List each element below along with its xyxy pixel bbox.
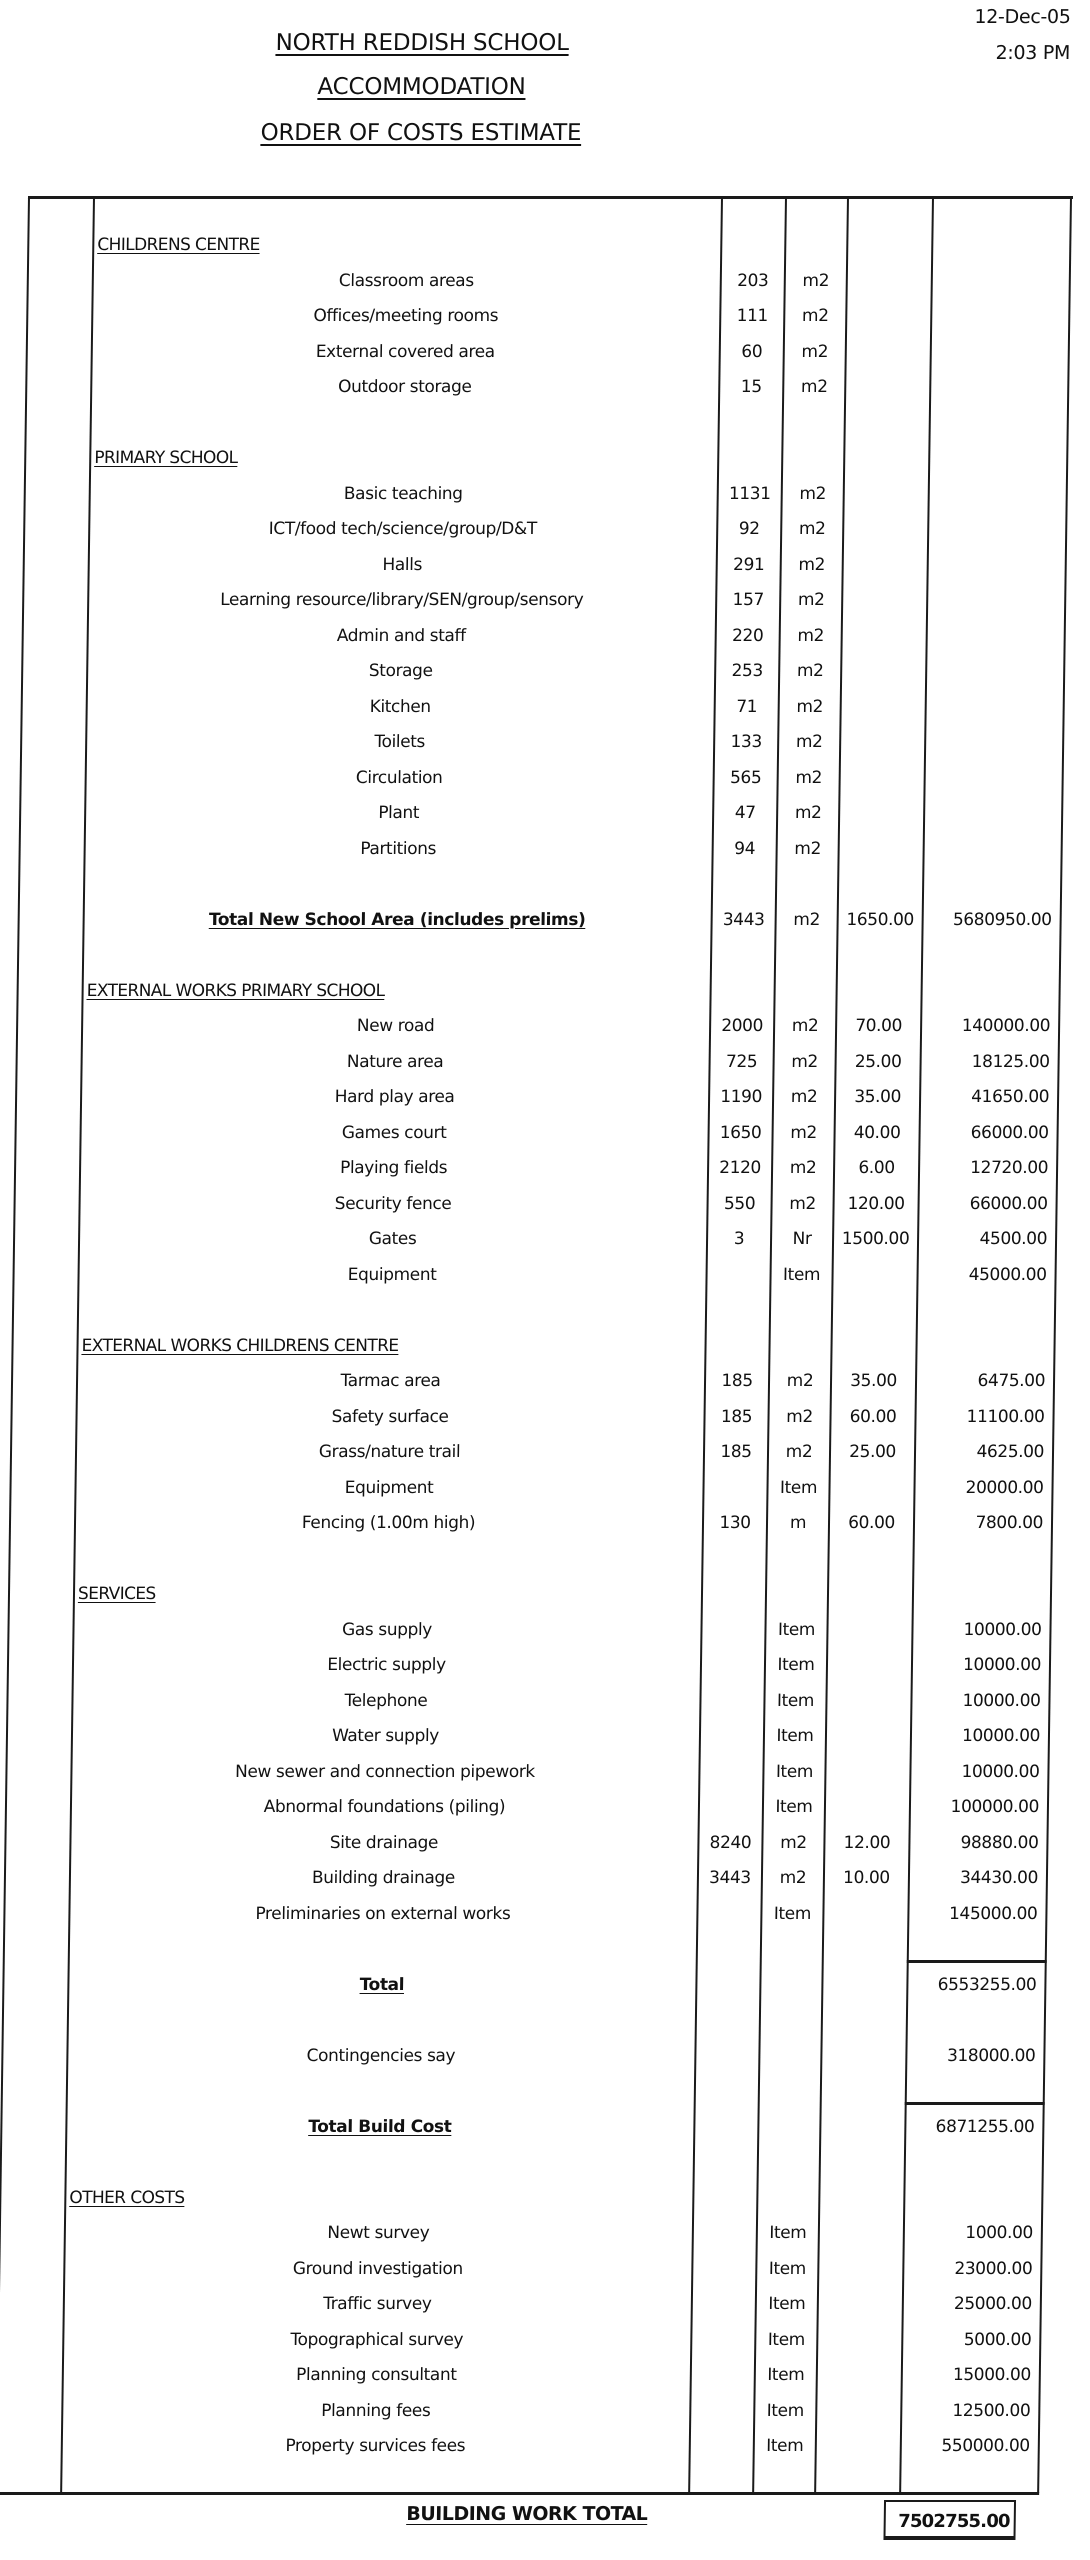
item-description: Topographical survey bbox=[290, 2329, 464, 2350]
section-header-row bbox=[0, 443, 1086, 473]
quantity-cell: 1190 bbox=[720, 1087, 763, 1107]
table-row bbox=[0, 2289, 1060, 2319]
quantity-cell: 15 bbox=[740, 377, 762, 397]
quantity-cell: 60 bbox=[741, 341, 763, 362]
item-description: Gates bbox=[368, 1229, 417, 1249]
rate-cell: 40.00 bbox=[853, 1122, 901, 1143]
table-row bbox=[0, 1615, 1070, 1645]
amount-cell: 12500.00 bbox=[952, 2400, 1031, 2421]
quantity-cell: 157 bbox=[732, 590, 765, 610]
item-description: Planning fees bbox=[321, 2400, 431, 2421]
table-row bbox=[0, 301, 1089, 331]
unit-cell: Item bbox=[777, 1655, 815, 1675]
section-title: EXTERNAL WORKS CHILDRENS CENTRE bbox=[81, 1335, 399, 1356]
unit-cell: m2 bbox=[786, 1371, 814, 1391]
unit-cell: m2 bbox=[802, 270, 830, 291]
rate-cell: 25.00 bbox=[849, 1442, 897, 1462]
unit-cell: m2 bbox=[798, 554, 826, 575]
table-row bbox=[0, 798, 1081, 828]
unit-cell: Item bbox=[766, 2400, 805, 2421]
table-row bbox=[0, 372, 1087, 402]
section-title: SERVICES bbox=[77, 1584, 156, 1604]
table-row bbox=[0, 621, 1084, 651]
unit-cell: m2 bbox=[789, 1193, 817, 1214]
amount-cell: 10000.00 bbox=[961, 1761, 1040, 1782]
unit-cell: m2 bbox=[797, 625, 825, 646]
print-time: 2:03 PM bbox=[995, 42, 1071, 64]
quantity-cell: 2120 bbox=[719, 1158, 762, 1178]
table-row bbox=[0, 2041, 1064, 2071]
amount-cell: 6871255.00 bbox=[935, 2116, 1035, 2137]
amount-cell: 140000.00 bbox=[961, 1016, 1051, 1036]
amount-cell: 7800.00 bbox=[975, 1513, 1044, 1533]
item-description: Offices/meeting rooms bbox=[313, 306, 499, 326]
rate-cell: 6.00 bbox=[858, 1158, 895, 1178]
unit-cell: Item bbox=[782, 1264, 821, 1285]
table-row bbox=[0, 1686, 1069, 1716]
item-description: Electric supply bbox=[327, 1655, 446, 1675]
section-title: CHILDRENS CENTRE bbox=[97, 235, 260, 255]
quantity-cell: 1650 bbox=[719, 1122, 762, 1143]
print-date: 12-Dec-05 bbox=[974, 6, 1071, 28]
amount-cell: 10000.00 bbox=[961, 1726, 1041, 1746]
quantity-cell: 94 bbox=[734, 838, 756, 859]
quantity-cell: 253 bbox=[731, 661, 763, 681]
total-label: Total New School Area (includes prelims) bbox=[208, 909, 586, 930]
amount-cell: 11100.00 bbox=[966, 1406, 1045, 1427]
table-row bbox=[0, 1260, 1075, 1290]
amount-cell: 100000.00 bbox=[950, 1797, 1040, 1817]
unit-cell: m2 bbox=[785, 1442, 813, 1462]
unit-cell: m2 bbox=[790, 1122, 818, 1143]
amount-cell: 25000.00 bbox=[953, 2294, 1032, 2314]
table-row bbox=[0, 834, 1081, 864]
table-row bbox=[0, 1508, 1071, 1538]
table-row bbox=[0, 1402, 1073, 1432]
item-description: Admin and staff bbox=[336, 625, 466, 646]
unit-cell: m2 bbox=[794, 803, 822, 823]
item-description: Ground investigation bbox=[292, 2258, 463, 2279]
unit-cell: m2 bbox=[794, 838, 822, 859]
title-estimate-text: ORDER OF COSTS ESTIMATE bbox=[260, 120, 582, 146]
table-row bbox=[0, 337, 1088, 367]
rate-cell: 12.00 bbox=[843, 1832, 891, 1853]
quantity-cell: 133 bbox=[730, 732, 762, 752]
table-row bbox=[0, 1792, 1067, 1822]
amount-cell: 4625.00 bbox=[976, 1442, 1045, 1462]
table-top-border bbox=[28, 196, 1073, 199]
amount-cell: 10000.00 bbox=[962, 1655, 1042, 1675]
amount-cell: 145000.00 bbox=[948, 1903, 1038, 1924]
item-description: Contingencies say bbox=[306, 2045, 456, 2066]
quantity-cell: 71 bbox=[736, 696, 758, 717]
quantity-cell: 550 bbox=[723, 1193, 756, 1214]
table-row bbox=[0, 1828, 1067, 1858]
item-description: Games court bbox=[341, 1122, 447, 1143]
unit-cell: Item bbox=[767, 2365, 805, 2385]
quantity-cell: 185 bbox=[721, 1371, 753, 1391]
unit-cell: Item bbox=[773, 1903, 812, 1924]
item-description: Safety surface bbox=[331, 1406, 449, 1427]
item-description: Nature area bbox=[346, 1051, 444, 1072]
unit-cell: m2 bbox=[791, 1051, 819, 1072]
table-row bbox=[0, 2254, 1061, 2284]
item-description: Hard play area bbox=[334, 1087, 455, 1107]
amount-cell: 45000.00 bbox=[968, 1264, 1047, 1285]
unit-cell: Item bbox=[777, 1619, 816, 1640]
quantity-cell: 111 bbox=[736, 306, 769, 326]
total-row bbox=[0, 2112, 1063, 2142]
table-row bbox=[0, 514, 1085, 544]
item-description: Preliminaries on external works bbox=[255, 1903, 511, 1924]
item-description: Newt survey bbox=[327, 2223, 430, 2243]
title-accommodation bbox=[161, 74, 681, 100]
amount-cell: 98880.00 bbox=[960, 1832, 1039, 1853]
section-title: OTHER COSTS bbox=[69, 2187, 185, 2208]
item-description: Planning consultant bbox=[295, 2365, 457, 2385]
item-description: Tarmac area bbox=[340, 1371, 441, 1391]
item-description: Classroom areas bbox=[338, 270, 474, 291]
section-title: PRIMARY SCHOOL bbox=[94, 448, 238, 468]
building-work-total-label: BUILDING WORK TOTAL bbox=[406, 2503, 648, 2525]
unit-cell: m2 bbox=[796, 696, 824, 717]
table-row bbox=[0, 550, 1085, 580]
item-description: Grass/nature trail bbox=[318, 1442, 461, 1462]
table-row bbox=[0, 1189, 1076, 1219]
unit-cell: m2 bbox=[786, 1406, 813, 1427]
amount-cell: 23000.00 bbox=[954, 2258, 1033, 2279]
amount-cell: 34430.00 bbox=[959, 1868, 1039, 1888]
item-description: Gas supply bbox=[341, 1619, 433, 1640]
total-row bbox=[0, 905, 1080, 935]
rate-cell: 25.00 bbox=[854, 1051, 902, 1072]
total-row bbox=[0, 1970, 1065, 2000]
unit-cell: m2 bbox=[800, 377, 828, 397]
rate-cell: 1500.00 bbox=[841, 1229, 910, 1249]
quantity-cell: 2000 bbox=[721, 1016, 764, 1036]
quantity-cell: 8240 bbox=[709, 1832, 752, 1853]
section-title: EXTERNAL WORKS PRIMARY SCHOOL bbox=[86, 980, 385, 1001]
item-description: Playing fields bbox=[339, 1158, 448, 1178]
amount-cell: 66000.00 bbox=[970, 1122, 1049, 1143]
table-row bbox=[0, 1224, 1075, 1254]
amount-cell: 20000.00 bbox=[965, 1477, 1044, 1498]
amount-cell: 6475.00 bbox=[977, 1371, 1046, 1391]
title-estimate bbox=[161, 120, 681, 146]
quantity-cell: 565 bbox=[729, 767, 762, 788]
item-description: Circulation bbox=[355, 767, 443, 788]
quantity-cell: 47 bbox=[734, 803, 756, 823]
unit-cell: m2 bbox=[780, 1832, 807, 1853]
table-row bbox=[0, 1118, 1077, 1148]
amount-cell: 12720.00 bbox=[970, 1158, 1049, 1178]
table-row bbox=[0, 1011, 1078, 1041]
unit-cell: m2 bbox=[798, 519, 826, 539]
unit-cell: m2 bbox=[793, 909, 821, 930]
rate-cell: 70.00 bbox=[855, 1016, 903, 1036]
unit-cell: m2 bbox=[795, 732, 823, 752]
item-description: ICT/food tech/science/group/D&T bbox=[268, 519, 537, 539]
unit-cell: Item bbox=[779, 1477, 818, 1498]
table-row bbox=[0, 1047, 1078, 1077]
item-description: Halls bbox=[382, 554, 423, 575]
amount-total-box-border bbox=[905, 2102, 1045, 2105]
item-description: Storage bbox=[368, 661, 433, 681]
unit-cell: Item bbox=[776, 1690, 815, 1711]
table-row bbox=[0, 479, 1086, 509]
rate-cell: 35.00 bbox=[850, 1371, 898, 1391]
unit-cell: m2 bbox=[779, 1868, 807, 1888]
item-description: Security fence bbox=[334, 1193, 452, 1214]
quantity-cell: 3 bbox=[733, 1229, 745, 1249]
amount-cell: 18125.00 bbox=[971, 1051, 1050, 1072]
rate-cell: 1650.00 bbox=[846, 909, 915, 930]
item-description: Outdoor storage bbox=[337, 377, 472, 397]
quantity-cell: 1131 bbox=[728, 483, 771, 504]
unit-cell: m2 bbox=[791, 1016, 819, 1036]
unit-cell: Nr bbox=[792, 1229, 812, 1249]
item-description: Partitions bbox=[360, 838, 437, 859]
table-row bbox=[0, 1757, 1068, 1787]
item-description: Property survices fees bbox=[285, 2436, 466, 2456]
quantity-cell: 725 bbox=[725, 1051, 758, 1072]
total-label: Total Build Cost bbox=[308, 2116, 452, 2137]
item-description: Basic teaching bbox=[343, 483, 463, 504]
amount-cell: 66000.00 bbox=[969, 1193, 1048, 1214]
section-header-row bbox=[0, 1331, 1074, 1361]
quantity-cell: 291 bbox=[732, 554, 765, 575]
table-row bbox=[0, 1082, 1077, 1112]
title-school bbox=[162, 30, 682, 56]
quantity-cell: 220 bbox=[731, 625, 764, 646]
table-row bbox=[0, 1863, 1066, 1893]
unit-cell: m2 bbox=[796, 661, 824, 681]
amount-cell: 41650.00 bbox=[971, 1087, 1050, 1107]
quantity-cell: 3443 bbox=[708, 1868, 751, 1888]
amount-cell: 1000.00 bbox=[965, 2223, 1034, 2243]
item-description: Abnormal foundations (piling) bbox=[263, 1797, 506, 1817]
section-header-row bbox=[0, 2183, 1062, 2213]
amount-cell: 318000.00 bbox=[946, 2045, 1036, 2066]
item-description: Site drainage bbox=[329, 1832, 439, 1853]
rate-cell: 120.00 bbox=[847, 1193, 905, 1214]
rate-cell: 60.00 bbox=[848, 1513, 895, 1533]
table-row bbox=[0, 2431, 1058, 2461]
item-description: Water supply bbox=[331, 1726, 440, 1746]
item-description: External covered area bbox=[315, 341, 495, 362]
item-description: Kitchen bbox=[369, 696, 431, 717]
unit-cell: m2 bbox=[797, 590, 825, 610]
building-work-total-value: 7502755.00 bbox=[883, 2500, 1016, 2540]
unit-cell: m2 bbox=[801, 341, 829, 362]
title-school-text: NORTH REDDISH SCHOOL bbox=[275, 30, 569, 56]
table-row bbox=[0, 1437, 1072, 1467]
quantity-cell: 185 bbox=[720, 1442, 752, 1462]
item-description: Building drainage bbox=[311, 1868, 456, 1888]
item-description: Equipment bbox=[344, 1477, 434, 1498]
amount-cell: 10000.00 bbox=[963, 1619, 1042, 1640]
unit-cell: Item bbox=[775, 1797, 813, 1817]
quantity-cell: 3443 bbox=[722, 909, 765, 930]
table-row bbox=[0, 1721, 1068, 1751]
table-row bbox=[0, 2218, 1061, 2248]
amount-total-box-border bbox=[907, 1960, 1047, 1963]
table-row bbox=[0, 1473, 1072, 1503]
unit-cell: Item bbox=[775, 1761, 814, 1782]
quantity-cell: 203 bbox=[737, 270, 769, 291]
table-row bbox=[0, 2396, 1059, 2426]
item-description: New road bbox=[356, 1016, 435, 1036]
table-row bbox=[0, 2325, 1060, 2355]
unit-cell: m2 bbox=[790, 1087, 818, 1107]
quantity-cell: 130 bbox=[719, 1513, 751, 1533]
table-row bbox=[0, 763, 1082, 793]
unit-cell: m2 bbox=[799, 483, 827, 504]
item-description: New sewer and connection pipework bbox=[234, 1761, 535, 1782]
unit-cell: m2 bbox=[801, 306, 829, 326]
section-header-row bbox=[0, 230, 1090, 260]
table-row bbox=[0, 656, 1083, 686]
table-row bbox=[0, 727, 1082, 757]
amount-cell: 4500.00 bbox=[979, 1229, 1048, 1249]
item-description: Toilets bbox=[374, 732, 426, 752]
unit-cell: Item bbox=[766, 2436, 804, 2456]
table-row bbox=[0, 266, 1089, 296]
quantity-cell: 92 bbox=[738, 519, 760, 539]
unit-cell: Item bbox=[769, 2223, 807, 2243]
rate-cell: 35.00 bbox=[854, 1087, 902, 1107]
item-description: Equipment bbox=[347, 1264, 437, 1285]
unit-cell: Item bbox=[767, 2329, 806, 2350]
amount-cell: 550000.00 bbox=[941, 2436, 1030, 2456]
title-accommodation-text: ACCOMMODATION bbox=[317, 74, 526, 100]
rate-cell: 10.00 bbox=[842, 1868, 890, 1888]
unit-cell: Item bbox=[776, 1726, 814, 1746]
unit-cell: m bbox=[789, 1513, 807, 1533]
amount-cell: 5000.00 bbox=[963, 2329, 1032, 2350]
item-description: Learning resource/library/SEN/group/sensory bbox=[219, 590, 584, 610]
table-row bbox=[0, 1366, 1073, 1396]
section-header-row bbox=[0, 1579, 1070, 1609]
table-row bbox=[0, 2360, 1059, 2390]
amount-cell: 15000.00 bbox=[952, 2365, 1031, 2385]
item-description: Traffic survey bbox=[323, 2294, 432, 2314]
rate-cell: 60.00 bbox=[849, 1406, 897, 1427]
amount-cell: 6553255.00 bbox=[937, 1974, 1037, 1995]
quantity-cell: 185 bbox=[720, 1406, 753, 1427]
unit-cell: Item bbox=[768, 2294, 806, 2314]
amount-cell: 10000.00 bbox=[962, 1690, 1041, 1711]
item-description: Telephone bbox=[344, 1690, 428, 1711]
table-row bbox=[0, 1650, 1069, 1680]
table-row bbox=[0, 1899, 1066, 1929]
unit-cell: Item bbox=[768, 2258, 807, 2279]
table-bottom-border bbox=[0, 2492, 1039, 2495]
table-row bbox=[0, 692, 1083, 722]
table-row bbox=[0, 585, 1084, 615]
total-label: Total bbox=[359, 1974, 405, 1995]
table-row bbox=[0, 1153, 1076, 1183]
unit-cell: m2 bbox=[789, 1158, 817, 1178]
item-description: Fencing (1.00m high) bbox=[301, 1513, 476, 1533]
section-header-row bbox=[0, 976, 1079, 1006]
amount-cell: 5680950.00 bbox=[952, 909, 1052, 930]
unit-cell: m2 bbox=[795, 767, 823, 788]
item-description: Plant bbox=[378, 803, 420, 823]
